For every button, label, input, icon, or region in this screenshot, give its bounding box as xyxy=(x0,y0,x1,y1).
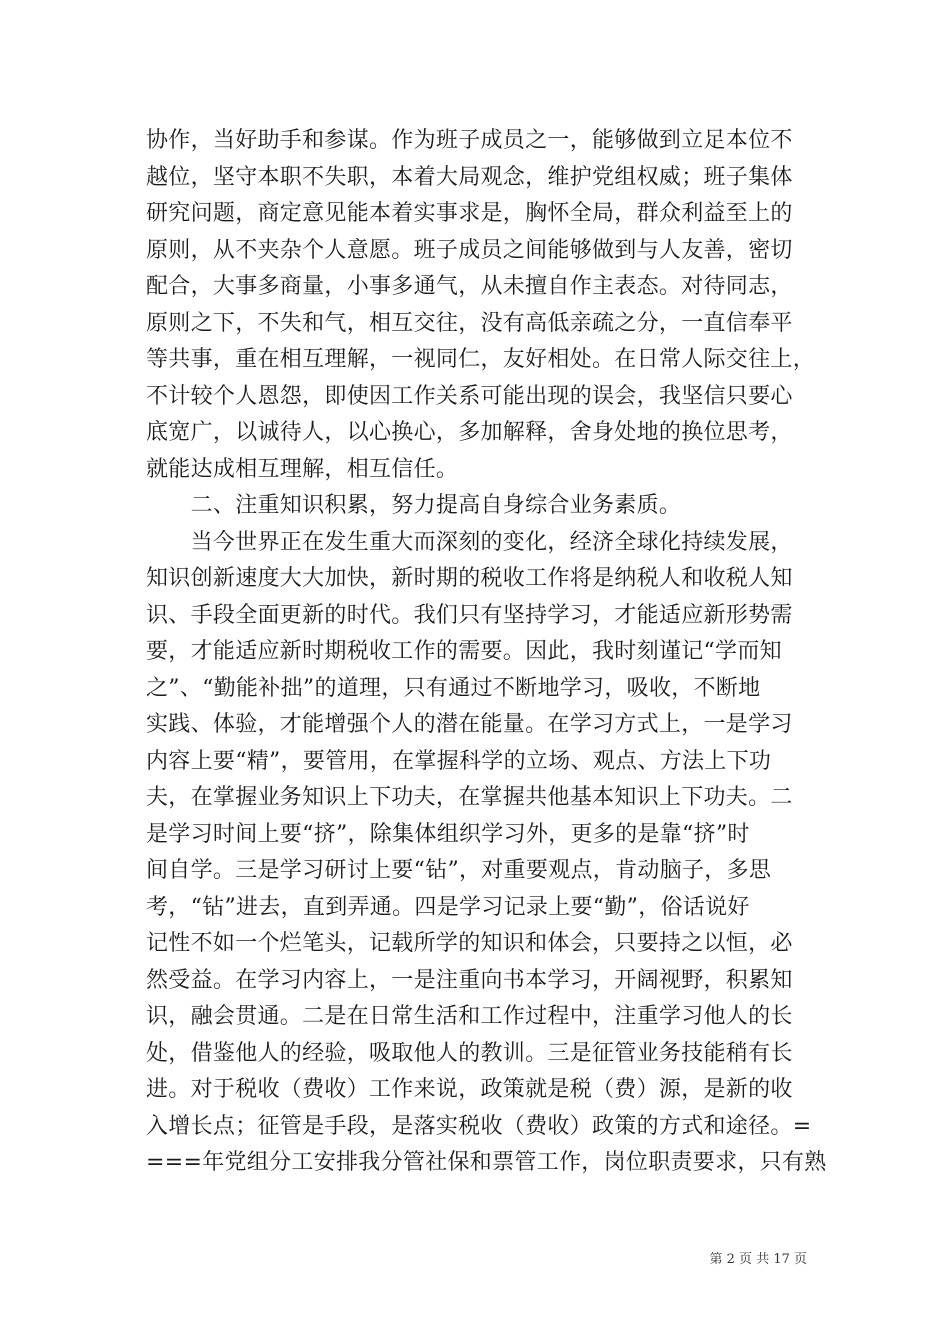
body-text-line: 间自学。三是学习研讨上要“钻”，对重要观点，肯动脑子，多思 xyxy=(146,858,772,883)
body-text-line: 配合，大事多商量，小事多通气，从未擅自作主表态。对待同志， xyxy=(146,274,793,299)
body-text-line: 原则之下，不失和气，相互交往，没有高低亲疏之分，一直信奉平 xyxy=(146,311,793,336)
body-text-line: 研究问题，商定意见能本着实事求是，胸怀全局，群众利益至上的 xyxy=(146,201,793,226)
body-text-line: 不计较个人恩怨，即使因工作关系可能出现的误会，我坚信只要心 xyxy=(146,384,793,409)
body-text-line: 实践、体验，才能增强个人的潜在能量。在学习方式上，一是学习 xyxy=(146,712,793,737)
body-text-line: 等共事，重在相互理解，一视同仁，友好相处。在日常人际交往上， xyxy=(146,347,816,372)
body-text-line: 是学习时间上要“挤”，除集体组织学习外，更多的是靠“挤”时 xyxy=(146,822,750,847)
body-text-line: 然受益。在学习内容上，一是注重向书本学习，开阔视野，积累知 xyxy=(146,968,793,993)
body-text-line: 就能达成相互理解，相互信任。 xyxy=(146,457,459,482)
body-text-line: 考，“钻”进去，直到弄通。四是学习记录上要“勤”，俗话说好 xyxy=(146,895,750,920)
body-text-line: 知识创新速度大大加快，新时期的税收工作将是纳税人和收税人知 xyxy=(146,566,793,591)
section-heading: 二、注重知识积累，努力提高自身综合业务素质。 xyxy=(146,493,682,518)
body-text-line: 内容上要“精”，要管用，在掌握科学的立场、观点、方法上下功 xyxy=(146,749,772,774)
body-text-line: 底宽广，以诚待人，以心换心，多加解释，舍身处地的换位思考， xyxy=(146,420,793,445)
body-text-line: 原则，从不夹杂个人意愿。班子成员之间能够做到与人友善，密切 xyxy=(146,238,793,263)
body-text-line: ===年党组分工安排我分管社保和票管工作，岗位职责要求，只有熟 xyxy=(146,1150,827,1175)
body-text-line: 越位，坚守本职不失职，本着大局观念，维护党组权威；班子集体 xyxy=(146,165,793,190)
body-text-line: 协作，当好助手和参谋。作为班子成员之一，能够做到立足本位不 xyxy=(146,128,793,153)
page-footer xyxy=(0,1252,950,1268)
body-text-line: 处，借鉴他人的经验，吸取他人的教训。三是征管业务技能稍有长 xyxy=(146,1041,793,1066)
body-text-line: 当今世界正在发生重大而深刻的变化，经济全球化持续发展， xyxy=(146,530,793,555)
body-text-line: 识、手段全面更新的时代。我们只有坚持学习，才能适应新形势需 xyxy=(146,603,793,628)
body-text-line: 要，才能适应新时期税收工作的需要。因此，我时刻谨记“学而知 xyxy=(146,639,782,664)
body-text-line: 进。对于税收（费收）工作来说，政策就是税（费）源，是新的收 xyxy=(146,1077,793,1102)
body-text-line: 记性不如一个烂笔头，记载所学的知识和体会，只要持之以恒，必 xyxy=(146,931,793,956)
body-text-line: 之”、“勤能补拙”的道理，只有通过不断地学习，吸收，不断地 xyxy=(146,676,761,701)
body-text-line: 夫，在掌握业务知识上下功夫，在掌握共他基本知识上下功夫。二 xyxy=(146,785,793,810)
page-number: 第 2 页 共 17 页 xyxy=(709,1252,807,1267)
body-text-line: 识，融会贯通。二是在日常生活和工作过程中，注重学习他人的长 xyxy=(146,1004,793,1029)
body-text-line: 入增长点；征管是手段，是落实税收（费收）政策的方式和途径。= xyxy=(146,1114,812,1139)
